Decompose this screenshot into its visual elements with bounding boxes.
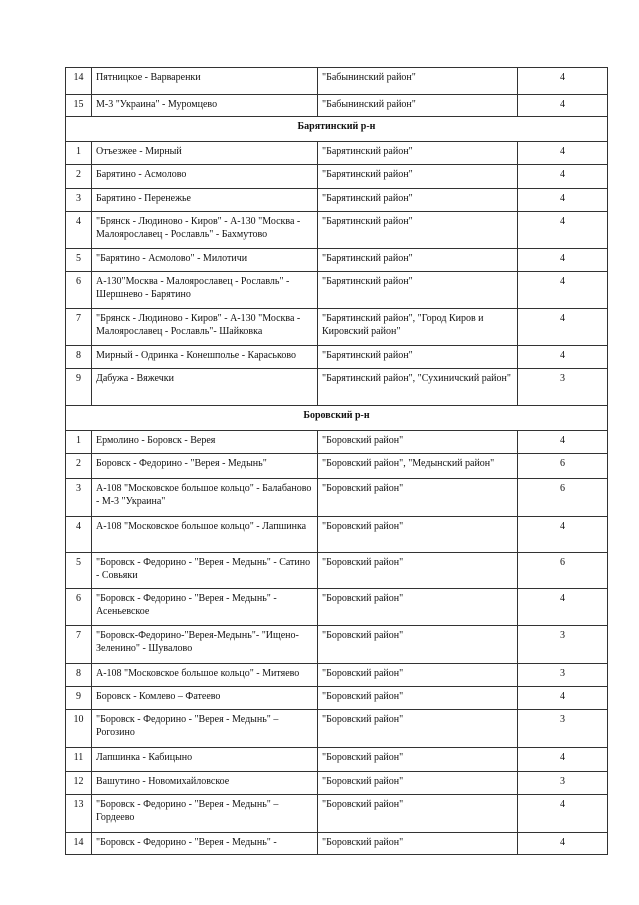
district-name: "Боровский район" — [318, 479, 518, 517]
row-value: 6 — [518, 454, 608, 479]
table-row — [66, 687, 608, 710]
route-name: Боровск - Комлево – Фатеево — [92, 687, 318, 710]
district-name: "Боровский район" — [318, 687, 518, 710]
district-header: Барятинский р-н — [66, 117, 608, 142]
row-number: 2 — [66, 165, 92, 189]
route-name: "Барятино - Асмолово" - Милотичи — [92, 249, 318, 272]
table-row — [66, 748, 608, 772]
district-name: "Боровский район" — [318, 772, 518, 795]
district-name: "Боровский район" — [318, 710, 518, 748]
table-row — [66, 626, 608, 664]
table-row — [66, 212, 608, 249]
table-row — [66, 272, 608, 309]
row-number: 9 — [66, 369, 92, 406]
row-number: 14 — [66, 833, 92, 855]
route-name: М-3 "Украина" - Муромцево — [92, 95, 318, 117]
row-number: 11 — [66, 748, 92, 772]
table-row — [66, 664, 608, 687]
district-name: "Барятинский район" — [318, 165, 518, 189]
row-value: 6 — [518, 479, 608, 517]
row-number: 3 — [66, 479, 92, 517]
row-value: 4 — [518, 589, 608, 626]
row-number: 6 — [66, 589, 92, 626]
row-number: 14 — [66, 68, 92, 95]
table-body — [66, 68, 608, 855]
table-row — [66, 795, 608, 833]
row-value: 4 — [518, 165, 608, 189]
district-name: "Барятинский район", "Сухиничский район" — [318, 369, 518, 406]
district-name: "Барятинский район" — [318, 142, 518, 165]
row-value: 4 — [518, 517, 608, 553]
row-number: 8 — [66, 346, 92, 369]
district-name: "Барятинский район" — [318, 346, 518, 369]
table-row — [66, 142, 608, 165]
district-name: "Барятинский район" — [318, 212, 518, 249]
route-name: "Боровск - Федорино - "Верея - Медынь" - Асеньевское — [92, 589, 318, 626]
row-value: 3 — [518, 710, 608, 748]
route-name: А-108 "Московское большое кольцо" - Лапшинка — [92, 517, 318, 553]
district-name: "Боровский район" — [318, 589, 518, 626]
row-number: 5 — [66, 553, 92, 589]
route-name: Дабужа - Вяжечки — [92, 369, 318, 406]
table-row — [66, 189, 608, 212]
row-value: 4 — [518, 795, 608, 833]
district-name: "Боровский район" — [318, 431, 518, 454]
table-row — [66, 346, 608, 369]
route-name: "Брянск - Людиново - Киров" - А-130 "Москва - Малоярославец - Рославль" - Бахмутово — [92, 212, 318, 249]
row-value: 3 — [518, 626, 608, 664]
table-row — [66, 369, 608, 406]
district-name: "Боровский район" — [318, 664, 518, 687]
table-row — [66, 309, 608, 346]
roads-table — [65, 67, 608, 855]
route-name: Пятницкое - Варваренки — [92, 68, 318, 95]
row-number: 4 — [66, 212, 92, 249]
district-name: "Барятинский район" — [318, 189, 518, 212]
row-value: 4 — [518, 142, 608, 165]
table-row — [66, 479, 608, 517]
row-value: 4 — [518, 833, 608, 855]
row-value: 4 — [518, 309, 608, 346]
row-value: 4 — [518, 212, 608, 249]
table-row — [66, 249, 608, 272]
district-name: "Боровский район", "Медынский район" — [318, 454, 518, 479]
row-number: 7 — [66, 626, 92, 664]
table-row — [66, 553, 608, 589]
route-name: А-130"Москва - Малоярославец - Рославль" - Шершнево - Барятино — [92, 272, 318, 309]
route-name: Лапшинка - Кабицыно — [92, 748, 318, 772]
row-number: 7 — [66, 309, 92, 346]
table-row — [66, 431, 608, 454]
row-number: 12 — [66, 772, 92, 795]
route-name: Вашутино - Новомихайловское — [92, 772, 318, 795]
row-value: 4 — [518, 431, 608, 454]
district-name: "Барятинский район", "Город Киров и Кировский район" — [318, 309, 518, 346]
row-number: 5 — [66, 249, 92, 272]
route-name: "Брянск - Людиново - Киров" - А-130 "Москва - Малоярославец - Рославль"- Шайковка — [92, 309, 318, 346]
table-row — [66, 95, 608, 117]
table-row — [66, 165, 608, 189]
district-name: "Бабынинский район" — [318, 68, 518, 95]
row-value: 3 — [518, 772, 608, 795]
table-row — [66, 710, 608, 748]
route-name: Барятино - Перенежье — [92, 189, 318, 212]
route-name: А-108 "Московское большое кольцо" - Митяево — [92, 664, 318, 687]
row-value: 4 — [518, 687, 608, 710]
district-name: "Бабынинский район" — [318, 95, 518, 117]
route-name: "Боровск - Федорино - "Верея - Медынь" - Сатино - Совьяки — [92, 553, 318, 589]
district-name: "Боровский район" — [318, 795, 518, 833]
table-row — [66, 517, 608, 553]
route-name: А-108 "Московское большое кольцо" - Балабаново - М-3 "Украина" — [92, 479, 318, 517]
row-value: 4 — [518, 249, 608, 272]
table-row — [66, 833, 608, 855]
district-name: "Боровский район" — [318, 517, 518, 553]
row-value: 4 — [518, 346, 608, 369]
district-name: "Барятинский район" — [318, 249, 518, 272]
table-row — [66, 454, 608, 479]
district-header-row — [66, 117, 608, 142]
row-number: 1 — [66, 142, 92, 165]
row-number: 9 — [66, 687, 92, 710]
row-number: 1 — [66, 431, 92, 454]
district-header-row — [66, 406, 608, 431]
route-name: "Боровск - Федорино - "Верея - Медынь" – Гордеево — [92, 795, 318, 833]
district-name: "Боровский район" — [318, 833, 518, 855]
district-name: "Боровский район" — [318, 748, 518, 772]
row-value: 6 — [518, 553, 608, 589]
route-name: "Боровск - Федорино - "Верея - Медынь" - — [92, 833, 318, 855]
district-name: "Боровский район" — [318, 553, 518, 589]
table-row — [66, 589, 608, 626]
route-name: Боровск - Федорино - "Верея - Медынь" — [92, 454, 318, 479]
district-header: Боровский р-н — [66, 406, 608, 431]
route-name: "Боровск - Федорино - "Верея - Медынь" – Рогозино — [92, 710, 318, 748]
district-name: "Барятинский район" — [318, 272, 518, 309]
route-name: Ермолино - Боровск - Верея — [92, 431, 318, 454]
row-value: 4 — [518, 748, 608, 772]
table-row — [66, 772, 608, 795]
row-number: 8 — [66, 664, 92, 687]
row-value: 4 — [518, 68, 608, 95]
route-name: Мирный - Одринка - Конешполье - Караськово — [92, 346, 318, 369]
route-name: Барятино - Асмолово — [92, 165, 318, 189]
row-number: 2 — [66, 454, 92, 479]
row-number: 10 — [66, 710, 92, 748]
route-name: "Боровск-Федорино-"Верея-Медынь"- "Ищено-Зеленино" - Шувалово — [92, 626, 318, 664]
row-number: 3 — [66, 189, 92, 212]
row-value: 3 — [518, 369, 608, 406]
row-number: 4 — [66, 517, 92, 553]
row-number: 6 — [66, 272, 92, 309]
row-value: 3 — [518, 664, 608, 687]
row-value: 4 — [518, 272, 608, 309]
row-value: 4 — [518, 189, 608, 212]
row-number: 15 — [66, 95, 92, 117]
route-name: Отъезжее - Мирный — [92, 142, 318, 165]
row-number: 13 — [66, 795, 92, 833]
table-row — [66, 68, 608, 95]
row-value: 4 — [518, 95, 608, 117]
district-name: "Боровский район" — [318, 626, 518, 664]
